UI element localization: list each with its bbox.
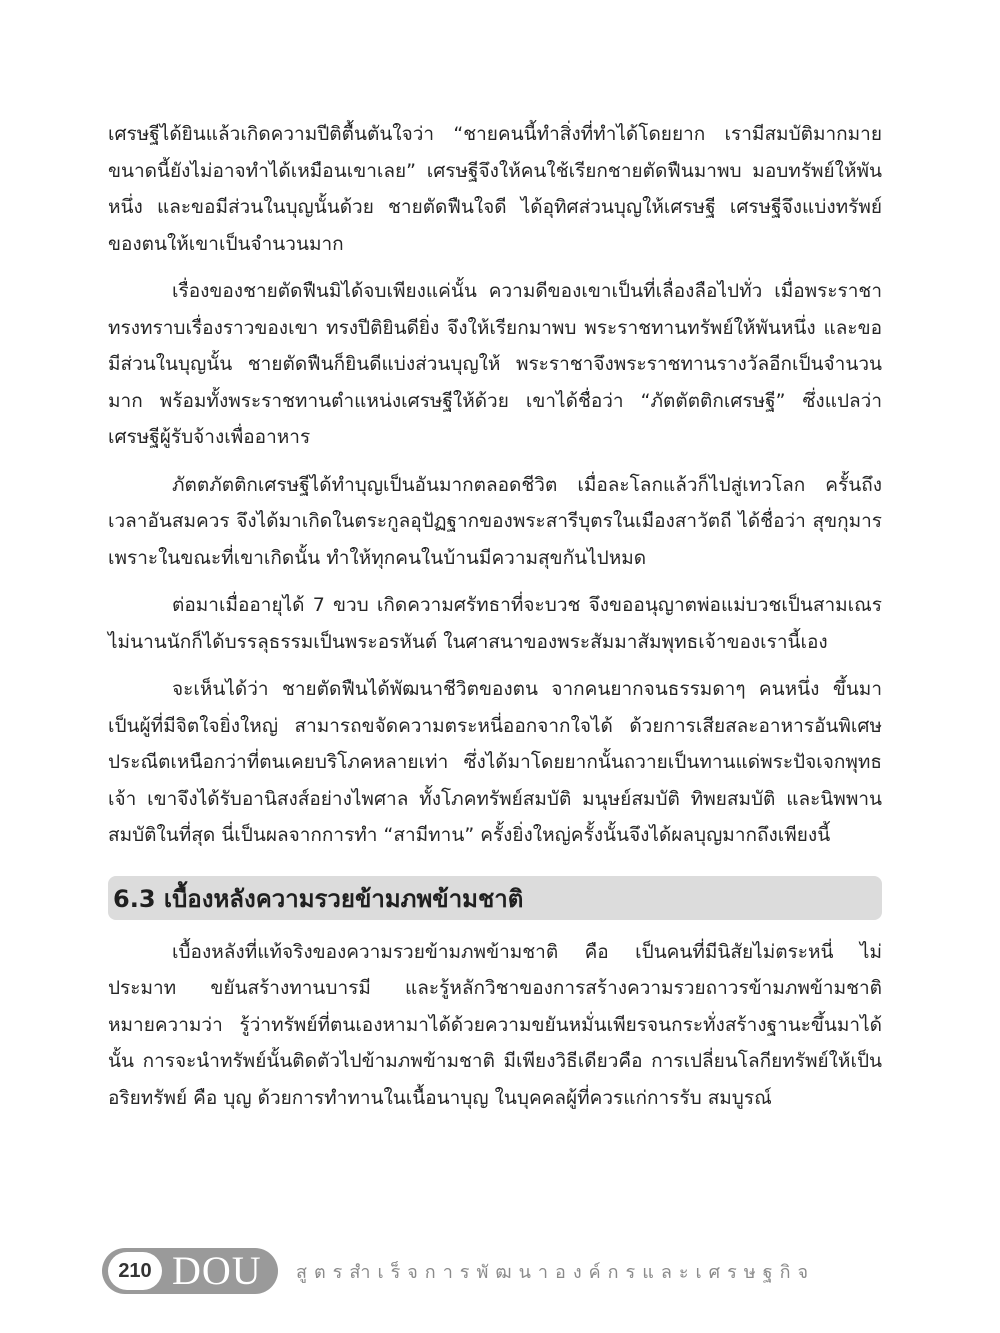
paragraph: เรื่องของชายตัดฟืนมิได้จบเพียงแค่นั้น ความดีของเขาเป็นที่เลื่องลือไปทั่ว เมื่อพระราชาทรงทราบเรื่องราวของเขา ทรงปีติยินดียิ่ง จึงให้เรียกมาพบ พระราชทานทรัพย์ให้พันหนึ่ง และขอมีส่วนในบุญนั้น ชายตัดฟืนก็ยินดีแบ่งส่วนบุญให้ พระราชาจึงพระราชทานรางวัลอีกเป็นจำนวนมาก พร้อมทั้งพระราชทานตำแหน่งเศรษฐีให้ด้วย เขาได้ชื่อว่า “ภัตตัตติกเศรษฐี” ซึ่งแปลว่า เศรษฐีผู้รับจ้างเพื่ออาหาร xyxy=(108,280,882,448)
paragraph: จะเห็นได้ว่า ชายตัดฟืนได้พัฒนาชีวิตของตน จากคนยากจนธรรมดาๆ คนหนึ่ง ขึ้นมาเป็นผู้ที่มีจิตใจยิ่งใหญ่ สามารถขจัดความตระหนี่ออกจากใจได้ ด้วยการเสียสละอาหารอันพิเศษประณีตเหนือกว่าที่ตนเคยบริโภคหลายเท่า ซึ่งได้มาโดยยากนั้นถวายเป็นทานแด่พระปัจเจกพุทธเจ้า เขาจึงได้รับอานิสงส์อย่างไพศาล ทั้งโภคทรัพย์สมบัติ มนุษย์สมบัติ ทิพยสมบัติ และนิพพานสมบัติในที่สุด นี่เป็นผลจากการทำ “สามีทาน” ครั้งยิ่งใหญ่ครั้งนั้นจึงได้ผลบุญมากถึงเพียงนี้ xyxy=(108,678,882,846)
paragraph: ภัตตภัตติกเศรษฐีได้ทำบุญเป็นอันมากตลอดชีวิต เมื่อละโลกแล้วก็ไปสู่เทวโลก ครั้นถึงเวลาอันสมควร จึงได้มาเกิดในตระกูลอุปัฏฐากของพระสารีบุตรในเมืองสาวัตถี ได้ชื่อว่า สุขกุมาร เพราะในขณะที่เขาเกิดนั้น ทำให้ทุกคนในบ้านมีความสุขกันไปหมด xyxy=(108,473,882,569)
paragraph: เศรษฐีได้ยินแล้วเกิดความปีติตื้นตันใจว่า “ชายคนนี้ทำสิ่งที่ทำได้โดยยาก เรามีสมบัติมากมายขนาดนี้ยังไม่อาจทำได้เหมือนเขาเลย” เศรษฐีจึงให้คนใช้เรียกชายตัดฟืนมาพบ มอบทรัพย์ให้พันหนึ่ง และขอมีส่วนในบุญนั้นด้วย ชายตัดฟืนใจดี ได้อุทิศส่วนบุญให้เศรษฐี เศรษฐีจึงแบ่งทรัพย์ของตนให้เขาเป็นจำนวนมาก xyxy=(108,123,882,255)
paragraph: เบื้องหลังที่แท้จริงของความรวยข้ามภพข้ามชาติ คือ เป็นคนที่มีนิสัยไม่ตระหนี่ ไม่ประมาท ขยันสร้างทานบารมี และรู้หลักวิชาของการสร้างความรวยถาวรข้ามภพข้ามชาติ หมายความว่า รู้ว่าทรัพย์ที่ตนเองหามาได้ด้วยความขยันหมั่นเพียรจนกระทั่งสร้างฐานะขึ้นมาได้นั้น การจะนำทรัพย์นั้นติดตัวไปข้ามภพข้ามชาติ มีเพียงวิธีเดียวคือ การเปลี่ยนโลกียทรัพย์ให้เป็นอริยทรัพย์ คือ บุญ ด้วยการทำทานในเนื้อนาบุญ ในบุคคลผู้ที่ควรแก่การรับ สมบูรณ์ xyxy=(108,940,882,1109)
dou-logo: DOU xyxy=(172,1248,262,1293)
page-number: 210 xyxy=(108,1252,162,1290)
section-heading: 6.3 เบื้องหลังความรวยข้ามภพข้ามชาติ xyxy=(113,884,524,913)
page-footer xyxy=(102,1247,815,1295)
page-content xyxy=(108,116,882,1127)
section-heading-bar xyxy=(108,876,882,920)
paragraph: ต่อมาเมื่ออายุได้ 7 ขวบ เกิดความศรัทธาที่จะบวช จึงขออนุญาตพ่อแม่บวชเป็นสามเณร ไม่นานนักก็ได้บรรลุธรรมเป็นพระอรหันต์ ในศาสนาของพระสัมมาสัมพุทธเจ้าของเรานี้เอง xyxy=(108,594,882,653)
footer-badge xyxy=(102,1248,278,1294)
book-title: สูตรสำเร็จการพัฒนาองค์กรและเศรษฐกิจ xyxy=(296,1261,816,1283)
